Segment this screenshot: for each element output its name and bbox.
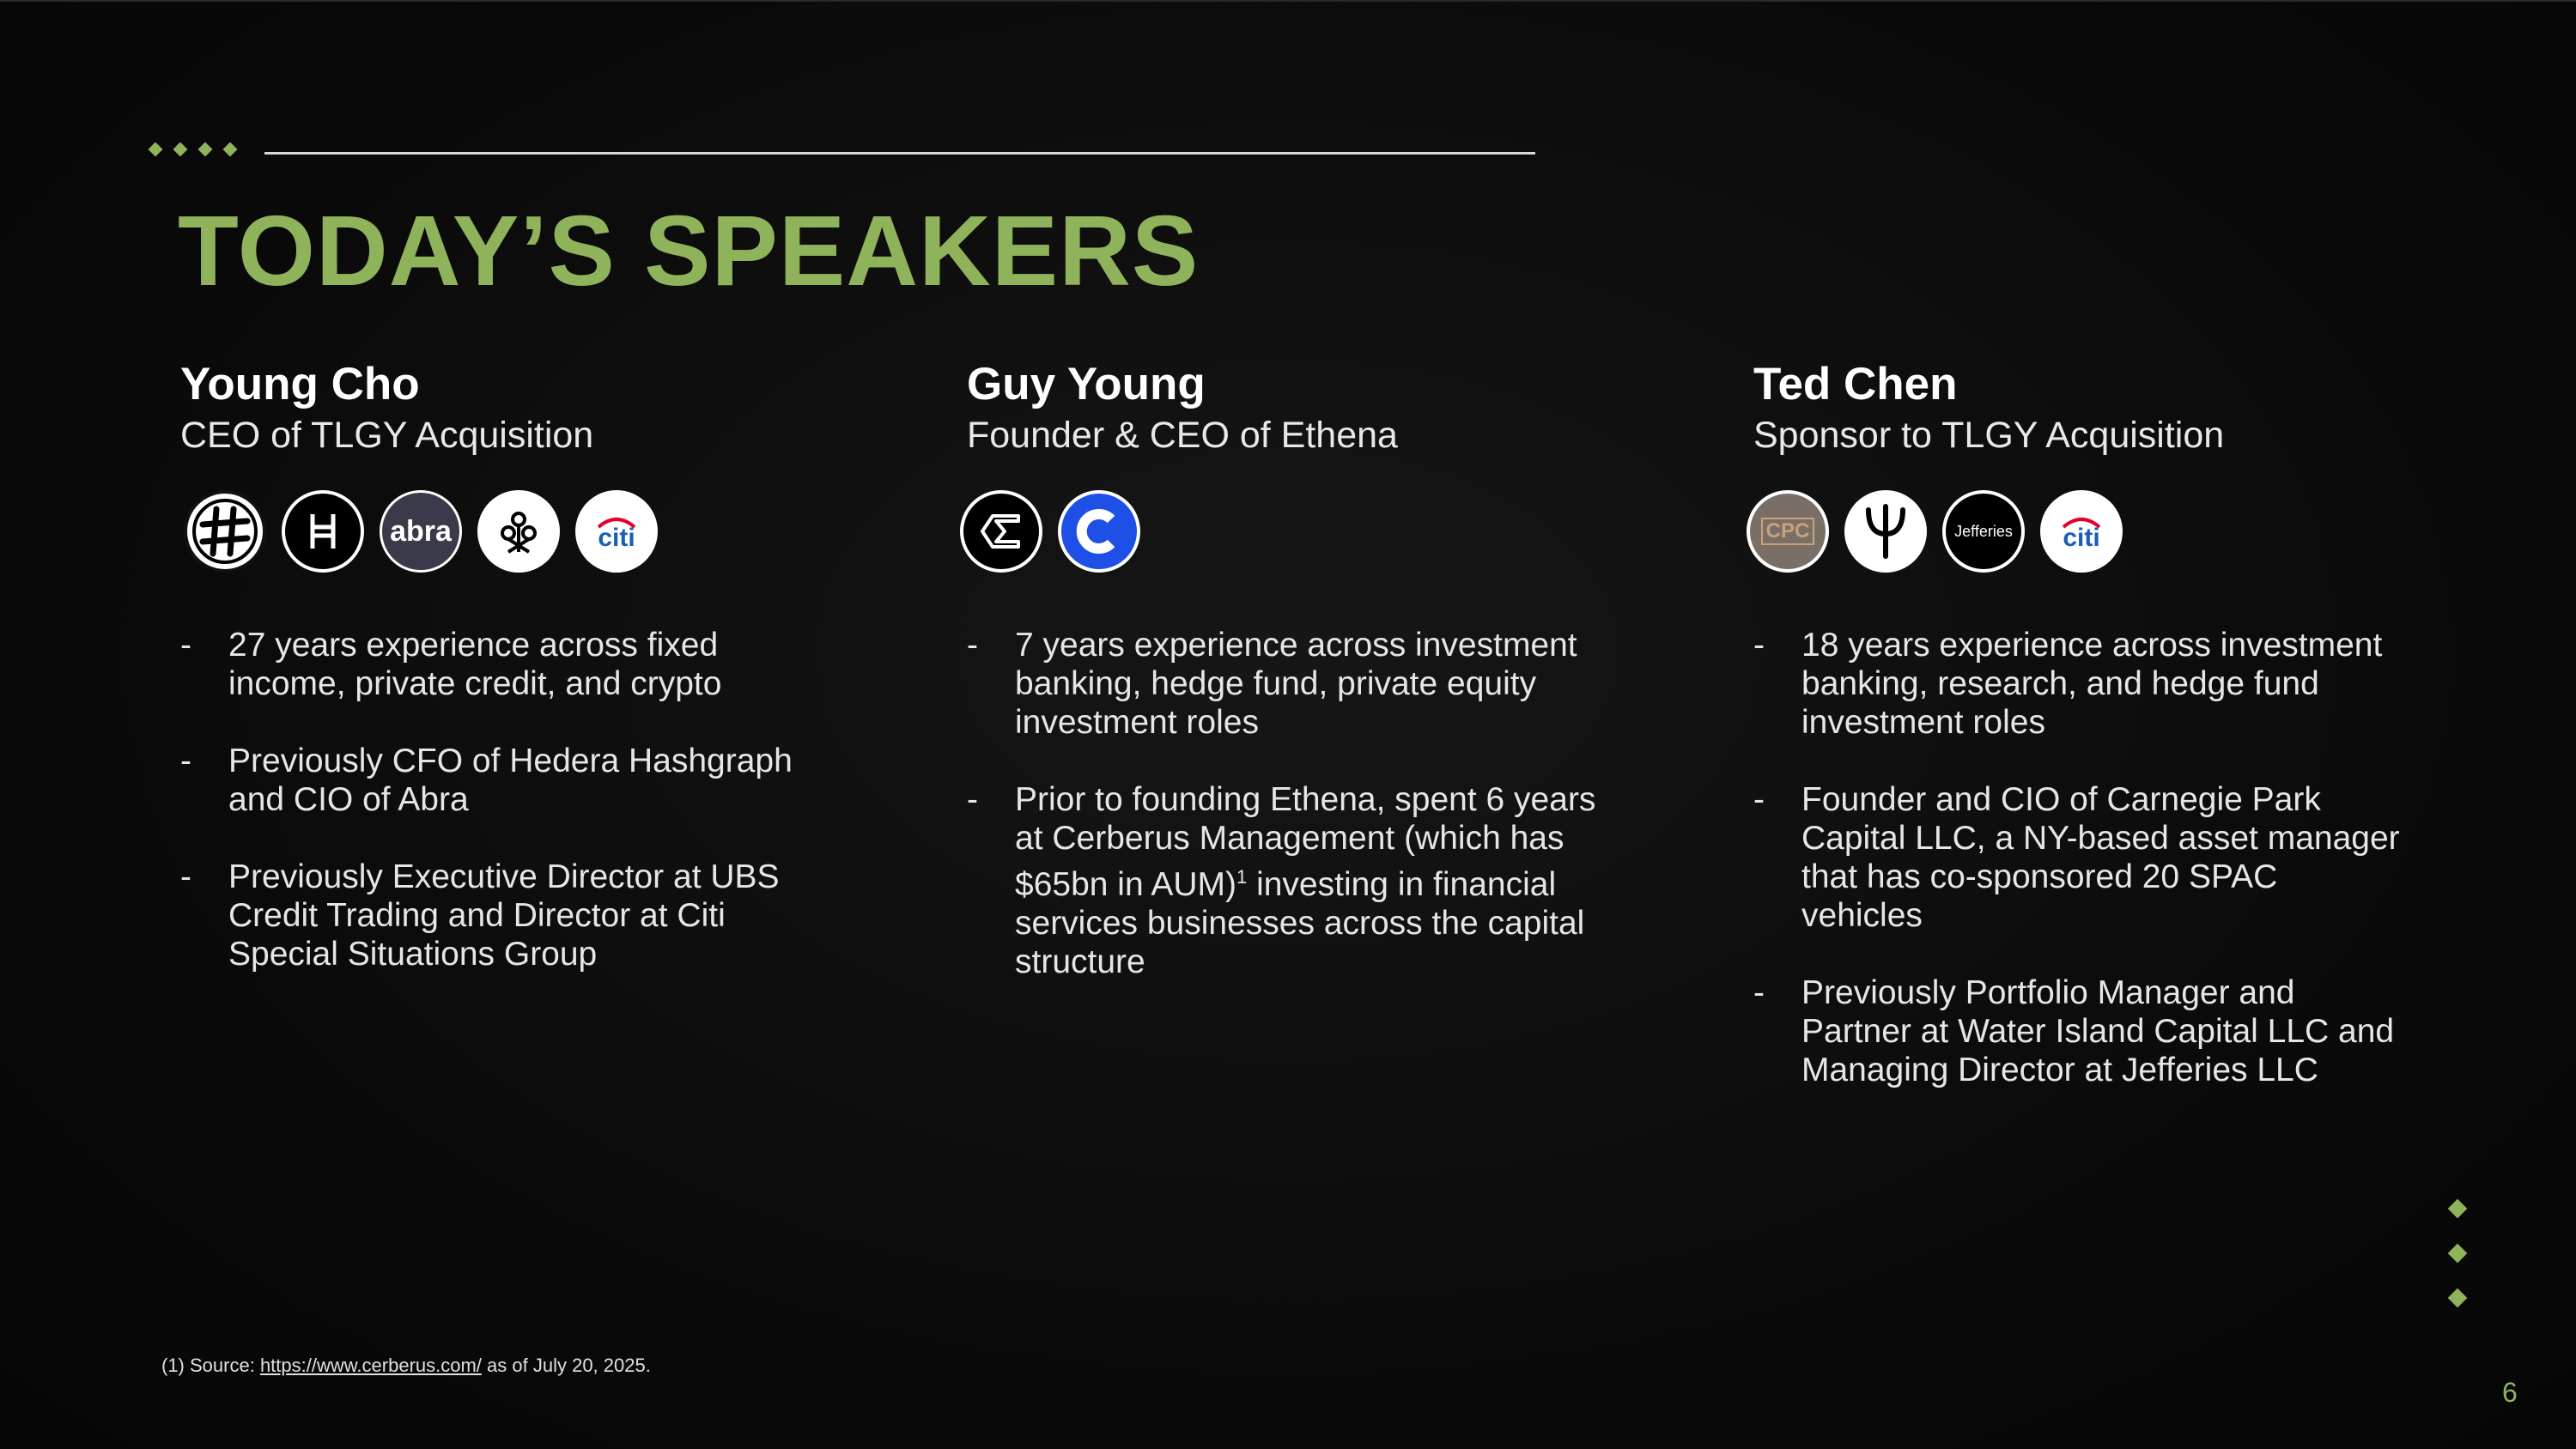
footnote-link[interactable]: https://www.cerberus.com/ — [259, 1355, 482, 1376]
cerberus-logo-icon — [1058, 490, 1140, 573]
speaker-logos — [184, 490, 867, 573]
hedera-logo-icon — [282, 490, 364, 573]
speaker-name: Young Cho — [180, 359, 420, 409]
speaker-bullets — [967, 626, 1654, 981]
speaker-guy-young — [967, 356, 1654, 1020]
speaker-role: Sponsor to TLGY Acquisition — [1753, 415, 2225, 456]
diamond-icon — [173, 142, 188, 157]
carnegie-park-logo-icon: CPC — [1747, 490, 1829, 573]
speaker-role: Founder & CEO of Ethena — [967, 415, 1398, 456]
list-item: - Prior to founding Ethena, spent 6 years at Cerberus Management (which has $65bn in AUM)$^1$ investing in financial services businesses across the capital structure — [967, 781, 1596, 980]
ethena-logo-icon — [960, 490, 1042, 573]
top-border — [0, 0, 2576, 2]
diamond-icon — [2448, 1244, 2468, 1264]
diamond-icon — [2448, 1288, 2468, 1308]
footnote-marker: 1 — [1236, 866, 1248, 888]
speaker-ted-chen — [1753, 356, 2440, 1128]
svg-text:citi: citi — [598, 524, 635, 552]
header-diamonds — [150, 144, 250, 155]
list-item: - Previously CFO of Hedera Hashgraph and CIO of Abra — [180, 743, 793, 818]
speaker-role: CEO of TLGY Acquisition — [180, 415, 594, 456]
citi-logo-icon — [2040, 490, 2123, 573]
abra-logo-icon: abra — [380, 490, 462, 573]
footnote: (1) Source: https://www.cerberus.com/ as of July 20, 2025. — [161, 1355, 651, 1376]
header-rule — [264, 152, 1535, 155]
diamond-icon — [223, 142, 238, 157]
page-title: TODAY’S SPEAKERS — [178, 195, 1200, 306]
list-item: - 7 years experience across investment banking, hedge fund, private equity investment roles — [967, 627, 1577, 741]
list-item: - Previously Portfolio Manager and Partner at Water Island Capital LLC and Managing Director at Jefferies LLC — [1753, 974, 2395, 1088]
side-diamonds — [2451, 1202, 2464, 1336]
speaker-young-cho — [180, 356, 867, 1012]
hashgraph-logo-icon — [184, 490, 266, 573]
water-island-logo-icon — [1844, 490, 1927, 573]
diamond-icon — [2448, 1199, 2468, 1219]
diamond-icon — [198, 142, 213, 157]
speaker-logos — [1747, 490, 2440, 573]
diamond-icon — [149, 142, 163, 157]
list-item: - 18 years experience across investment banking, research, and hedge fund investment roles — [1753, 627, 2383, 741]
speaker-name: Ted Chen — [1753, 359, 1958, 409]
speaker-bullets — [180, 626, 867, 973]
list-item: - Previously Executive Director at UBS Credit Trading and Director at Citi Special Situations Group — [180, 858, 780, 973]
ubs-logo-icon — [477, 490, 560, 573]
citi-logo-icon — [575, 490, 658, 573]
speaker-name: Guy Young — [967, 359, 1206, 409]
page-number: 6 — [2502, 1377, 2518, 1408]
jefferies-logo-icon: Jefferies — [1942, 490, 2025, 573]
list-item: - 27 years experience across fixed income, private credit, and crypto — [180, 627, 722, 702]
list-item: - Founder and CIO of Carnegie Park Capital LLC, a NY-based asset manager that has co-sponsored 20 SPAC vehicles — [1753, 781, 2400, 934]
speaker-bullets — [1753, 626, 2440, 1089]
speaker-logos — [960, 490, 1654, 573]
svg-text:citi: citi — [2063, 524, 2100, 552]
